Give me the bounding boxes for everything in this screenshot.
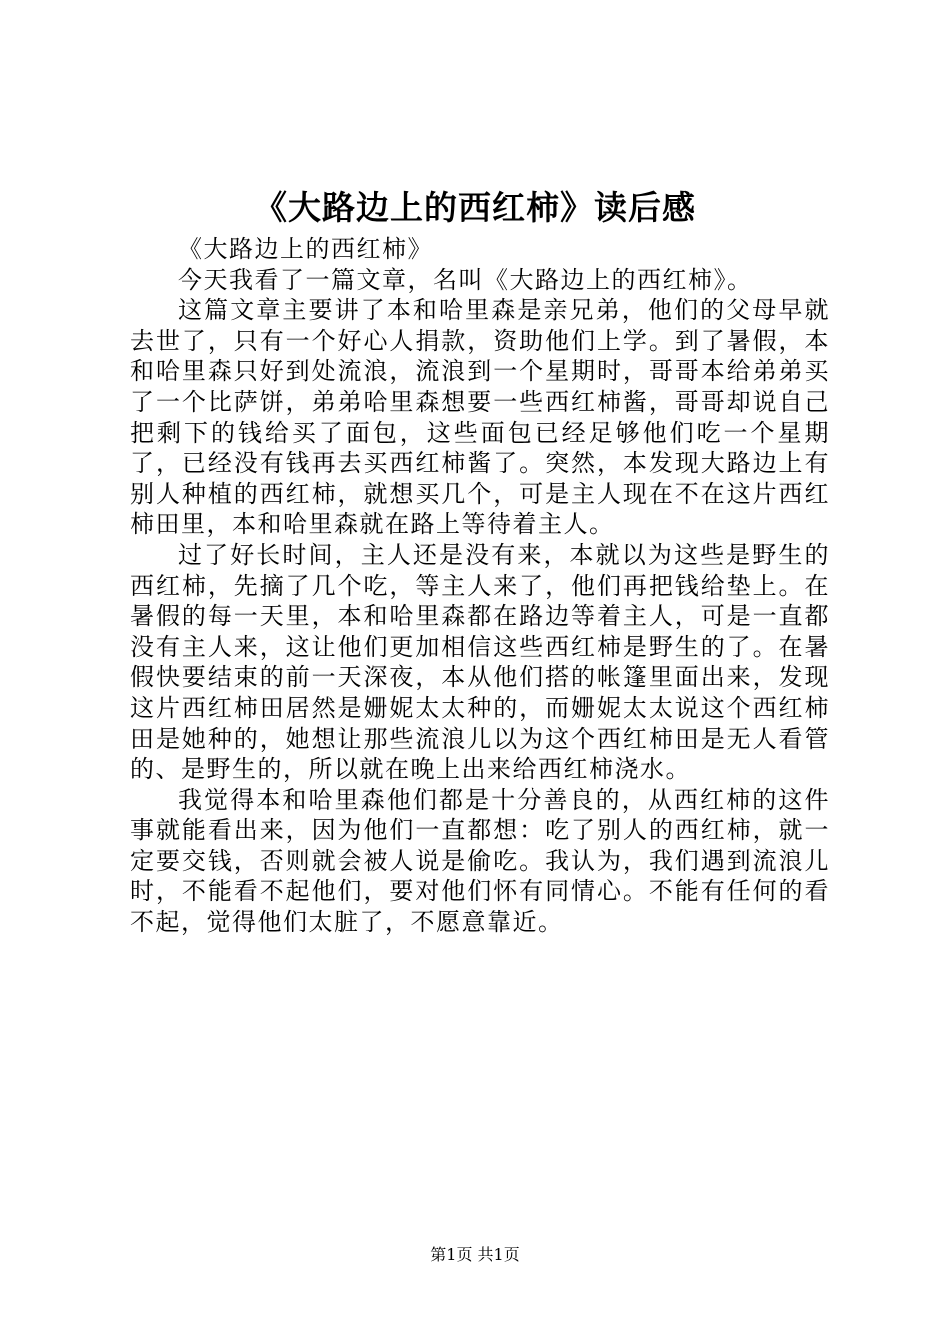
document-body	[130, 234, 830, 938]
paragraph-summary: 这篇文章主要讲了本和哈里森是亲兄弟，他们的父母早就去世了，只有一个好心人捐款，资助他们上学。到了暑假，本和哈里森只好到处流浪，流浪到一个星期时，哥哥本给弟弟买了一个比萨饼，弟弟哈里森想要一些西红柿酱，哥哥却说自己把剩下的钱给买了面包，这些面包已经足够他们吃一个星期了，已经没有钱再去买西红柿酱了。突然，本发现大路边上有别人种植的西红柿，就想买几个，可是主人现在不在这片西红柿田里，本和哈里森就在路上等待着主人。	[130, 296, 830, 539]
paragraph-reflection: 我觉得本和哈里森他们都是十分善良的，从西红柿的这件事就能看出来，因为他们一直都想：吃了别人的西红柿，就一定要交钱，否则就会被人说是偷吃。我认为，我们遇到流浪儿时，不能看不起他们，要对他们怀有同情心。不能有任何的看不起，觉得他们太脏了，不愿意靠近。	[130, 785, 830, 937]
paragraph-intro: 今天我看了一篇文章，名叫《大路边上的西红柿》。	[178, 265, 753, 294]
paragraph-subtitle: 《大路边上的西红柿》	[178, 235, 433, 263]
document-title: 《大路边上的西红柿》读后感	[254, 188, 696, 227]
paragraph-story: 过了好长时间，主人还是没有来，本就以为这些是野生的西红柿，先摘了几个吃，等主人来了，他们再把钱给垫上。在暑假的每一天里，本和哈里森都在路边等着主人，可是一直都没有主人来，这让他们更加相信这些西红柿是野生的了。在暑假快要结束的前一天深夜，本从他们搭的帐篷里面出来，发现这片西红柿田居然是姗妮太太种的，而姗妮太太说这个西红柿田是她种的，她想让那些流浪儿以为这个西红柿田是无人看管的、是野生的，所以就在晚上出来给西红柿浇水。	[130, 540, 830, 784]
page-footer: 第1页 共1页	[430, 1245, 520, 1264]
